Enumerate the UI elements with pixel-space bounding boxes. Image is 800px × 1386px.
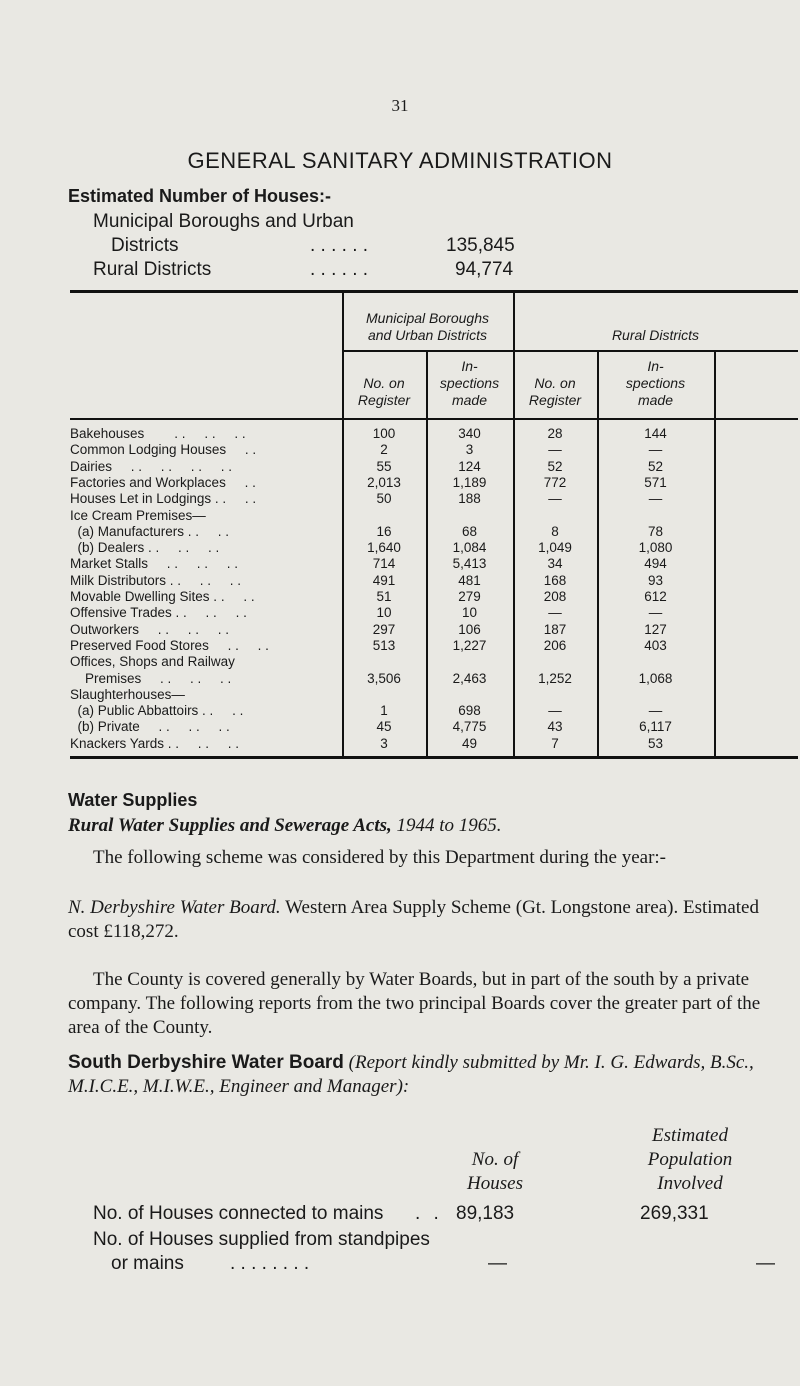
row-label: Premises . . . . . . <box>70 670 232 686</box>
col-header-line: No. on <box>534 375 576 391</box>
houses-standpipes-count: — <box>488 1253 507 1274</box>
row-value: 100 <box>372 426 396 441</box>
row-label: Movable Dwelling Sites . . . . <box>70 589 255 604</box>
col-population-header <box>600 1124 780 1196</box>
group-header-municipal-line2: and Urban Districts <box>367 327 488 343</box>
table-row <box>70 687 798 701</box>
row-value: 279 <box>458 589 481 604</box>
houses-standpipes-label: No. of Houses supplied from standpipes <box>93 1229 430 1250</box>
row-value: 1,640 <box>367 540 401 556</box>
table-row <box>70 671 798 685</box>
row-value: — <box>648 605 663 621</box>
houses-mains-dots: . . <box>415 1203 443 1224</box>
houses-heading: Estimated Number of Houses:- <box>68 186 332 206</box>
houses-standpipes-dots: . . . . . . . . <box>230 1253 310 1274</box>
table-row <box>70 475 798 489</box>
col-header-line: spections <box>625 375 686 391</box>
row-value: 188 <box>458 491 481 507</box>
row-label: Outworkers . . . . . . <box>70 621 230 637</box>
row-value: 55 <box>376 458 392 474</box>
group-header-municipal <box>342 310 513 344</box>
row-value: 28 <box>547 426 563 441</box>
row-value: 124 <box>458 458 481 474</box>
row-value: 698 <box>458 703 481 719</box>
row-value: 1,049 <box>538 540 572 556</box>
table-row <box>70 459 798 473</box>
row-label: Dairies . . . . . . . . <box>70 458 233 474</box>
water-paragraph-2 <box>68 896 773 944</box>
row-value: — <box>548 703 562 719</box>
row-value: 10 <box>376 605 392 621</box>
houses-dots-2: . . . . . . <box>310 259 369 280</box>
houses-mains-count: 89,183 <box>456 1203 515 1224</box>
row-value: 78 <box>647 523 664 539</box>
row-value: 187 <box>543 621 567 637</box>
col-header-register-municipal <box>342 375 426 409</box>
row-label: (a) Manufacturers . . . . <box>70 523 230 539</box>
row-value: 7 <box>551 735 559 751</box>
group-header-rural: Rural Districts <box>611 327 700 343</box>
water-acts <box>68 815 502 837</box>
water-heading: Water Supplies <box>68 790 198 810</box>
col-population-line3: Involved <box>657 1173 723 1194</box>
table-subheader-rule <box>342 350 798 352</box>
row-label: Ice Cream Premises— <box>70 507 206 523</box>
table-row <box>70 703 798 717</box>
south-derbyshire-board: South Derbyshire Water Board <box>68 1052 344 1073</box>
table-row <box>70 540 798 554</box>
col-houses-line1: No. of <box>471 1149 519 1170</box>
table-row <box>70 654 798 668</box>
table-row <box>70 524 798 538</box>
table-top-rule <box>70 290 798 293</box>
col-header-register-rural <box>513 375 597 409</box>
houses-mains-population: 269,331 <box>640 1203 709 1224</box>
table-row <box>70 573 798 587</box>
col-houses-header <box>450 1148 540 1196</box>
col-header-line: Register <box>528 392 582 408</box>
page-number: 31 <box>391 96 409 115</box>
row-value: 403 <box>644 637 667 653</box>
row-label: Offices, Shops and Railway <box>70 654 235 670</box>
row-value: 4,775 <box>452 719 487 735</box>
row-value: 340 <box>458 426 481 441</box>
houses-districts-value: 135,845 <box>446 235 515 256</box>
page-title: GENERAL SANITARY ADMINISTRATION <box>187 148 613 173</box>
row-value: — <box>648 442 663 458</box>
row-value: 513 <box>372 637 396 653</box>
water-paragraph-3: The County is covered generally by Water Boards, but in part of the south by a private company. The following reports from the two principal Boards cover the greater part of the area of the County. <box>68 969 761 1038</box>
row-label: Common Lodging Houses . . <box>70 442 257 458</box>
houses-line1: Municipal Boroughs and Urban <box>93 211 354 232</box>
row-value: 144 <box>644 426 667 441</box>
row-value: 43 <box>547 719 563 735</box>
row-label: Houses Let in Lodgings . . . . <box>70 491 257 507</box>
table-row <box>70 556 798 570</box>
table-row <box>70 719 798 733</box>
col-header-line: made <box>451 392 488 408</box>
col-header-line: In- <box>647 358 664 374</box>
row-value: 1,084 <box>452 540 487 556</box>
row-value: — <box>548 491 562 507</box>
row-value: 34 <box>547 556 563 572</box>
table-row <box>70 442 798 456</box>
row-value: 50 <box>376 491 392 507</box>
water-acts-years: 1944 to 1965. <box>396 815 502 836</box>
row-label: Knackers Yards . . . . . . <box>70 735 240 751</box>
row-value: 206 <box>543 637 567 653</box>
row-value: 1,252 <box>538 670 572 686</box>
row-value: 1 <box>380 703 388 719</box>
row-value: 571 <box>644 474 667 490</box>
col-population-line2: Population <box>647 1149 733 1170</box>
row-value: 2,463 <box>452 670 487 686</box>
row-value: 51 <box>376 589 392 604</box>
table-row <box>70 736 798 750</box>
col-header-inspections-municipal <box>426 358 513 409</box>
row-value: 494 <box>644 556 667 572</box>
row-value: 10 <box>461 605 478 621</box>
col-header-line: In- <box>461 358 478 374</box>
houses-dots-1: . . . . . . <box>310 235 369 256</box>
row-label: Factories and Workplaces . . <box>70 474 256 490</box>
row-value: 45 <box>376 719 392 735</box>
row-value: 612 <box>644 589 667 604</box>
south-derbyshire-paragraph <box>68 1051 773 1099</box>
row-value: 3 <box>465 442 474 458</box>
row-value: 714 <box>372 556 396 572</box>
row-value: 2 <box>380 442 388 458</box>
table-row <box>70 508 798 522</box>
row-value: 1,227 <box>452 637 487 653</box>
col-header-line: spections <box>439 375 500 391</box>
row-value: 52 <box>647 458 664 474</box>
col-header-line: No. on <box>363 375 405 391</box>
row-value: 8 <box>551 523 559 539</box>
row-value: 106 <box>458 621 481 637</box>
col-header-inspections-rural <box>597 358 714 409</box>
south-derbyshire-report: (Report kindly submitted by Mr. I. G. Edwards, B.Sc., M.I.C.E., M.I.W.E., Engineer and Manager): <box>68 1052 754 1097</box>
row-label: (b) Private . . . . . . <box>70 719 230 735</box>
water-scheme-text: Western Area Supply Scheme (Gt. Longstone area). Estimated cost £118,272. <box>68 897 759 942</box>
row-value: — <box>648 491 663 507</box>
row-value: 6,117 <box>639 719 672 735</box>
row-value: 168 <box>543 572 567 588</box>
col-header-line: Register <box>357 392 411 408</box>
row-label: Offensive Trades . . . . . . <box>70 605 247 621</box>
table-row <box>70 491 798 505</box>
water-paragraph-1: The following scheme was considered by this Department during the year:- <box>93 847 666 868</box>
row-label: Market Stalls . . . . . . <box>70 556 239 572</box>
row-value: 1,189 <box>452 474 487 490</box>
houses-rural-value: 94,774 <box>455 259 514 280</box>
table-row <box>70 589 798 603</box>
row-value: 3 <box>380 735 388 751</box>
col-header-line: made <box>637 392 674 408</box>
row-label: Preserved Food Stores . . . . <box>70 637 269 653</box>
table-header-rule <box>70 418 798 420</box>
row-value: 297 <box>372 621 396 637</box>
row-label: (a) Public Abbattoirs . . . . <box>70 703 244 719</box>
row-value: 491 <box>372 572 396 588</box>
row-value: 16 <box>376 523 392 539</box>
water-acts-title: Rural Water Supplies and Sewerage Acts, <box>68 815 392 836</box>
row-value: 127 <box>644 621 667 637</box>
row-label: (b) Dealers . . . . . . <box>70 540 220 556</box>
row-label: Milk Distributors . . . . . . <box>70 572 242 588</box>
houses-districts-label: Districts <box>111 235 179 256</box>
row-value: 481 <box>458 572 481 588</box>
table-bottom-rule <box>70 756 798 759</box>
row-value: 1,080 <box>638 540 673 556</box>
table-row <box>70 426 798 440</box>
row-value: 772 <box>543 474 567 490</box>
row-value: 93 <box>647 572 664 588</box>
col-houses-line2: Houses <box>467 1173 523 1194</box>
row-value: 3,506 <box>367 670 401 686</box>
row-label: Bakehouses . . . . . . <box>70 426 246 441</box>
row-label: Slaughterhouses— <box>70 686 185 702</box>
water-board-name: N. Derbyshire Water Board. <box>68 897 281 918</box>
row-value: 208 <box>543 589 567 604</box>
group-header-municipal-line1: Municipal Boroughs <box>366 310 489 326</box>
row-value: — <box>548 442 562 458</box>
houses-mains-label: No. of Houses connected to mains <box>93 1203 384 1224</box>
row-value: 52 <box>547 458 563 474</box>
col-population-line1: Estimated <box>652 1125 728 1146</box>
row-value: 49 <box>461 735 478 751</box>
row-value: 5,413 <box>452 556 487 572</box>
houses-standpipes-population: — <box>756 1253 775 1274</box>
row-value: 53 <box>647 735 664 751</box>
row-value: 1,068 <box>638 670 673 686</box>
row-value: 2,013 <box>367 474 401 490</box>
row-value: — <box>648 703 663 719</box>
table-row <box>70 638 798 652</box>
table-row <box>70 605 798 619</box>
houses-rural-label: Rural Districts <box>93 259 212 280</box>
row-value: — <box>548 605 562 621</box>
table-row <box>70 622 798 636</box>
row-value: 68 <box>461 523 478 539</box>
houses-standpipes-label-2: or mains <box>111 1253 184 1274</box>
